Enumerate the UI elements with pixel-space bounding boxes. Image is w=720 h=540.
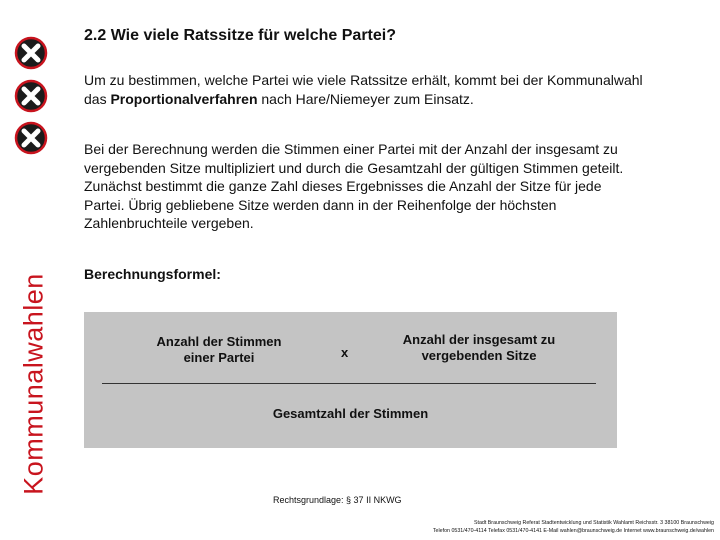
calculation-paragraph: Bei der Berechnung werden die Stimmen einer Partei mit der Anzahl der insgesamt zu vergebenden Sitze multipliziert und durch die Gesamtzahl der gültigen Stimmen geteilt. Zunächst bestimmt die ganze Zahl dieses Ergebnisses die Anzahl der Sitze für jede Partei. Übrig gebliebene Sitze werden dann in der Reihenfolge der höchsten Zahlenbruchteile vergeben. — [84, 141, 624, 231]
formula-heading: Berechnungsformel: — [84, 266, 221, 282]
ballot-x-icon — [14, 79, 48, 113]
intro-text-after: nach Hare/Niemeyer zum Einsatz. — [257, 90, 474, 107]
numerator-votes-of-party — [144, 334, 294, 366]
footer-contact: Telefon 0531/470-4114 Telefax 0531/470-4141 E-Mail wahlen@braunschweig.de Internet www.braunschweig.de/wahlen — [432, 528, 714, 534]
legal-basis: Rechtsgrundlage: § 37 II NKWG — [273, 495, 402, 505]
numerator-total-seats — [396, 332, 562, 364]
numerator-left-line1: Anzahl der Stimmen — [156, 334, 282, 349]
footer-address: Stadt Braunschweig Referat Stadtentwicklung und Statistik Wahlamt Reichsstr. 3 38100 Braunschweig — [473, 520, 714, 526]
intro-paragraph — [84, 71, 644, 108]
numerator-right-line1: Anzahl der insgesamt zu — [402, 332, 556, 347]
denominator-total-votes: Gesamtzahl der Stimmen — [272, 406, 429, 421]
multiply-operator: x — [341, 345, 349, 360]
numerator-left-line2: einer Partei — [183, 350, 255, 365]
intro-emphasis: Proportionalverfahren — [110, 90, 258, 107]
formula-box — [84, 312, 617, 448]
slide-title: 2.2 Wie viele Ratssitze für welche Partei? — [84, 27, 396, 44]
ballot-x-icon — [14, 36, 48, 70]
numerator-right-line2: vergebenden Sitze — [421, 348, 537, 363]
vertical-title: Kommunalwahlen — [18, 273, 49, 495]
fraction-line — [102, 383, 596, 384]
ballot-x-icon — [14, 121, 48, 155]
intro-text-before: Um zu bestimmen, welche Partei wie viele Ratssitze erhält, kommt bei der Kommunalwahl das — [84, 72, 643, 107]
sidebar — [0, 0, 62, 540]
